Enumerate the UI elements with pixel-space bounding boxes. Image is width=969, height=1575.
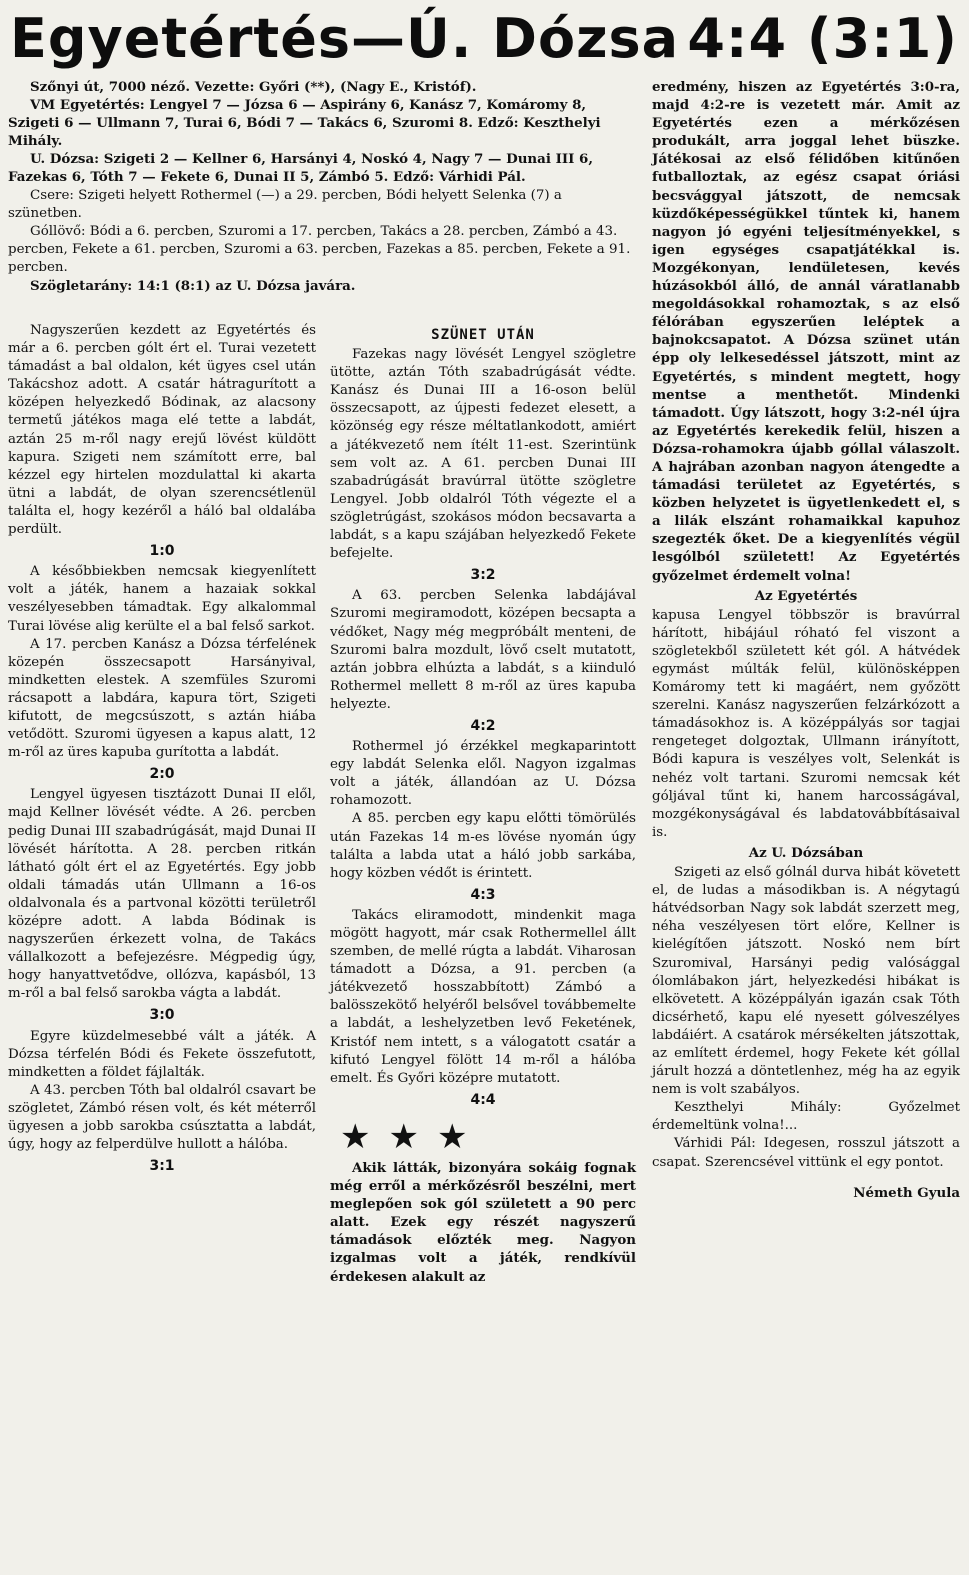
venue-line: Szőnyi út, 7000 néző. Vezette: Győri (**), (Nagy E., Kristóf).: [30, 79, 477, 95]
score-marker: 3:1: [149, 1158, 175, 1175]
paragraph: Takács eliramodott, mindenkit maga mögött hagyott, már csak Rothermellel állt szemben, de mellé rúgta a labdát. Viharosan támadott a Dózsa, a 91. percben (a játékvezető hosszabbított) Zámbó a balösszekötő helyéről belsővel továbbemelte a labdát, a leshelyzetben levő Feketének, Kristóf nem intett, s a válogatott csatár a kifutó Lengyel fölött 14 m-ről a hálóba emelt. És Győri középre mutatott.: [330, 907, 636, 1086]
score-marker: 4:2: [470, 717, 496, 734]
section-heading: SZÜNET UTÁN: [431, 327, 535, 343]
column-1: [8, 322, 316, 1178]
corner-ratio: Szögletarány: 14:1 (8:1) az U. Dózsa javára.: [30, 278, 356, 295]
paragraph: Egyre küzdelmesebbé vált a játék. A Dózsa térfelén Bódi és Fekete összefutott, mindketten a földet fájlalták.: [8, 1028, 316, 1080]
paragraph: A 17. percben Kanász a Dózsa térfelének közepén összecsapott Harsányival, mindketten elestek. A szemfüles Szuromi rácsapott a labdára, kapura tört, Szigeti kifutott, de megcsúszott, s aztán hiába vetődött. Szuromi ügyesen a kapus alatt, 12 m-ről az üres kapuba gurította a labdát.: [8, 636, 316, 761]
section-heading: Az U. Dózsában: [748, 844, 864, 861]
paragraph: Akik látták, bizonyára sokáig fognak még erről a mérkőzésről beszélni, mert meglepően sok gól született a 90 perc alatt. Ezek egy részét nagyszerű támadások előzték meg. Nagyon izgalmas volt a játék, rendkívül érdekesen alakult az: [330, 1159, 636, 1285]
paragraph: Lengyel ügyesen tisztázott Dunai II elől, majd Kellner lövését védte. A 26. percben pedig Dunai III szabadrúgását, majd Dunai II lövését hárította. A 28. percben ritkán látható gólt ért el az Egyetértés. Egy jobb oldali támadás után Ullmann a 16-os oldalvonala és a partvonal közötti területről középre adott. A labda Bódinak is nagyszerűen érkezett volna, de Takács vállalkozott a befejezésre. Mégpedig úgy, hogy hanyattvetődve, ollózva, kapásból, 13 m-ről a bal felső sarokba vágta a labdát.: [8, 787, 316, 1002]
paragraph: A 63. percben Selenka labdájával Szuromi megiramodott, középen becsapta a védőket, Nagy még megpróbált menteni, de Szuromi balra mozdult, lövő cselt mutatott, aztán jobbra elhúzta a labdát, s a kiinduló Rothermel mellett 8 m-ről az üres kapuba helyezte.: [330, 588, 636, 712]
score-marker: 3:2: [470, 567, 496, 584]
paragraph: eredmény, hiszen az Egyetértés 3:0-ra, majd 4:2-re is vezetett már. Amit az Egyetértés ezen a mérkőzésen produkált, arra joggal lehet büszke. Játékosai az első félidőben kitűnően futballoztak, az egész csapat óriási becsvággyal játszott, de nemcsak küzdőképességükkel tűntek ki, hanem nagyon jó egyéni teljesítményekkel, s igen egységes csapatjátékkal is. Mozgékonyan, lendületesen, kevés húzásokból álló, de annál váratlanabb megoldásokkal rohamoztak, s az első félórában egyszerűen leléptek a bajnokcsapatot. A Dózsa szünet után épp oly lelkesedéssel játszott, mint az Egyetértés, s mindent megtett, hogy mentse a menthetőt. Mindenki támadott. Úgy látszott, hogy 3:2-nél újra az Egyetértés kerekedik felül, hiszen a Dózsa-rohamokra újabb góllal válaszolt. A hajrában azonban nagyon átengedte a támadási területet az Egyetértés, s közben helyzetet is ügyetlenkedett el, s a lilák elszánt rohamaikkal kapuhoz szegezték őket. De a kiegyenlítés végül lesgólból született! Az Egyetértés győzelmet érdemelt volna!: [652, 79, 960, 584]
score-marker: 4:4: [470, 1091, 496, 1108]
paragraph: A 43. percben Tóth bal oldalról csavart be szögletet, Zámbó résen volt, és két méterről ügyesen a jobb sarokba csúsztatta a labdát, úgy, hogy az felperdülve hullott a hálóba.: [8, 1082, 316, 1153]
headline: [10, 6, 960, 72]
paragraph: Szigeti az első gólnál durva hibát követett el, de ludas a másodikban is. A négytagú hátvédsorban Nagy sok labdát szerzett meg, néha veszélyesen tört előre, Kellner is kielégítően játszott. Noskó nem bírt Szuromival, Harsányi pedig valósággal ólomlábakon járt, helyezkedési hibákat is elkövetett. A középpályán igazán csak Tóth dicsérhető, kapu elé nyesett gólveszélyes labdáiért. A csatárok mérsékelten játszottak, az említett érdemel, hogy Fekete két góllal járult hozzá a döntetlenhez, még ha az egyik nem is volt szabályos.: [652, 865, 960, 1098]
paragraph: A későbbiekben nemcsak kiegyenlített volt a játék, hanem a hazaiak sokkal veszélyesebben támadtak. Egy alkalommal Turai lövése alig kerülte el a bal felső sarkot.: [8, 564, 316, 634]
paragraph: A 85. percben egy kapu előtti tömörülés után Fazekas 14 m-es lövése nyomán úgy találta a labda utat a háló jobb sarkába, hogy közben védőt is érintett.: [330, 811, 636, 881]
coach-quote: Keszthelyi Mihály: Győzelmet érdemeltünk volna!...: [652, 1100, 960, 1134]
section-heading: Az Egyetértés: [754, 587, 858, 604]
headline-score: 4:4 (3:1): [687, 7, 958, 70]
home-lineup: VM Egyetértés: Lengyel 7 — Józsa 6 — Aspirány 6, Kanász 7, Komáromy 8, Szigeti 6 — Ullmann 7, Turai 6, Bódi 7 — Takács 6, Szuromi 8. Edző: Keszthelyi Mihály.: [8, 97, 601, 150]
score-marker: 3:0: [149, 1007, 175, 1024]
score-marker: 2:0: [149, 766, 175, 783]
column-3: [652, 78, 960, 1202]
paragraph: Nagyszerűen kezdett az Egyetértés és már a 6. percben gólt ért el. Turai vezetett támadást a bal oldalon, két ügyes csel után Takácshoz adott. A csatár hátragurított a középen helyezkedő Bódinak, az alacsony termetű játékos maga elé tette a labdát, aztán 25 m-ről nagy erejű lövést küldött kapura. Szigeti nem számított erre, bal kézzel egy hirtelen mozdulattal ki akarta ütni a labdát, de olyan szerencsétlenül találta el, hogy kezéről a háló bal oldalába perdült.: [8, 323, 316, 538]
score-marker: 4:3: [470, 886, 496, 903]
substitutions: Csere: Szigeti helyett Rothermel (—) a 29. percben, Bódi helyett Selenka (7) a szünetben.: [8, 187, 562, 221]
goal-scorers: Góllövő: Bódi a 6. percben, Szuromi a 17. percben, Takács a 28. percben, Zámbó a 43. percben, Fekete a 61. percben, Szuromi a 63. percben, Fazekas a 85. percben, Fekete a 91. percben.: [8, 223, 631, 275]
match-info: [8, 78, 636, 295]
paragraph: kapusa Lengyel többször is bravúrral hárított, hibájául róható fel viszont a szögletekből született két gól. A hátvédek egymást múlták felül, különösképpen Komáromy tett ki magáért, nem győzött szerelni. Kanász nagyszerűen felzárkózott a támadásokhoz is. A középpályás sor tagjai rengeteget dolgoztak, Ullmann irányított, Bódi kapura is veszélyes volt, Selenkát is nehéz volt tartani. Szuromi nemcsak két góljával tűnt ki, hanem harcosságával, mozgékonyságával és labdatovábbításaival is.: [652, 607, 960, 840]
paragraph: Fazekas nagy lövését Lengyel szögletre ütötte, aztán Tóth szabadrúgását védte. Kanász és Dunai III a 16-oson belül összecsapott, az újpesti fedezet elesett, a közönség egy része méltatlankodott, amiért a játékvezető nem ítélt 11-est. Szerintünk sem volt az. A 61. percben Dunai III szabadrúgását bravúrral ütötte szögletre Lengyel. Jobb oldalról Tóth végezte el a szögletrúgást, szokásos módon becsavarta a labdát, s a kapu szájában helyezkedő Fekete befejelte.: [330, 347, 636, 562]
paragraph: Rothermel jó érzékkel megkaparintott egy labdát Selenka elől. Nagyon izgalmas volt a játék, állandóan az U. Dózsa rohamozott.: [330, 739, 636, 809]
column-2: [330, 322, 636, 1286]
score-marker: 1:0: [149, 543, 175, 560]
headline-teams: Egyetértés—Ú. Dózsa: [10, 7, 680, 70]
author-signature: Németh Gyula: [853, 1184, 960, 1201]
away-lineup: U. Dózsa: Szigeti 2 — Kellner 6, Harsányi 4, Noskó 4, Nagy 7 — Dunai III 6, Fazekas 6, Tóth 7 — Fekete 6, Dunai II 5, Zámbó 5. Edző: Várhidi Pál.: [8, 151, 594, 186]
coach-quote: Várhidi Pál: Idegesen, rosszul játszott a csapat. Szerencsével vittünk el egy pontot.: [652, 1136, 960, 1170]
star-separator: ★★★: [340, 1116, 486, 1157]
